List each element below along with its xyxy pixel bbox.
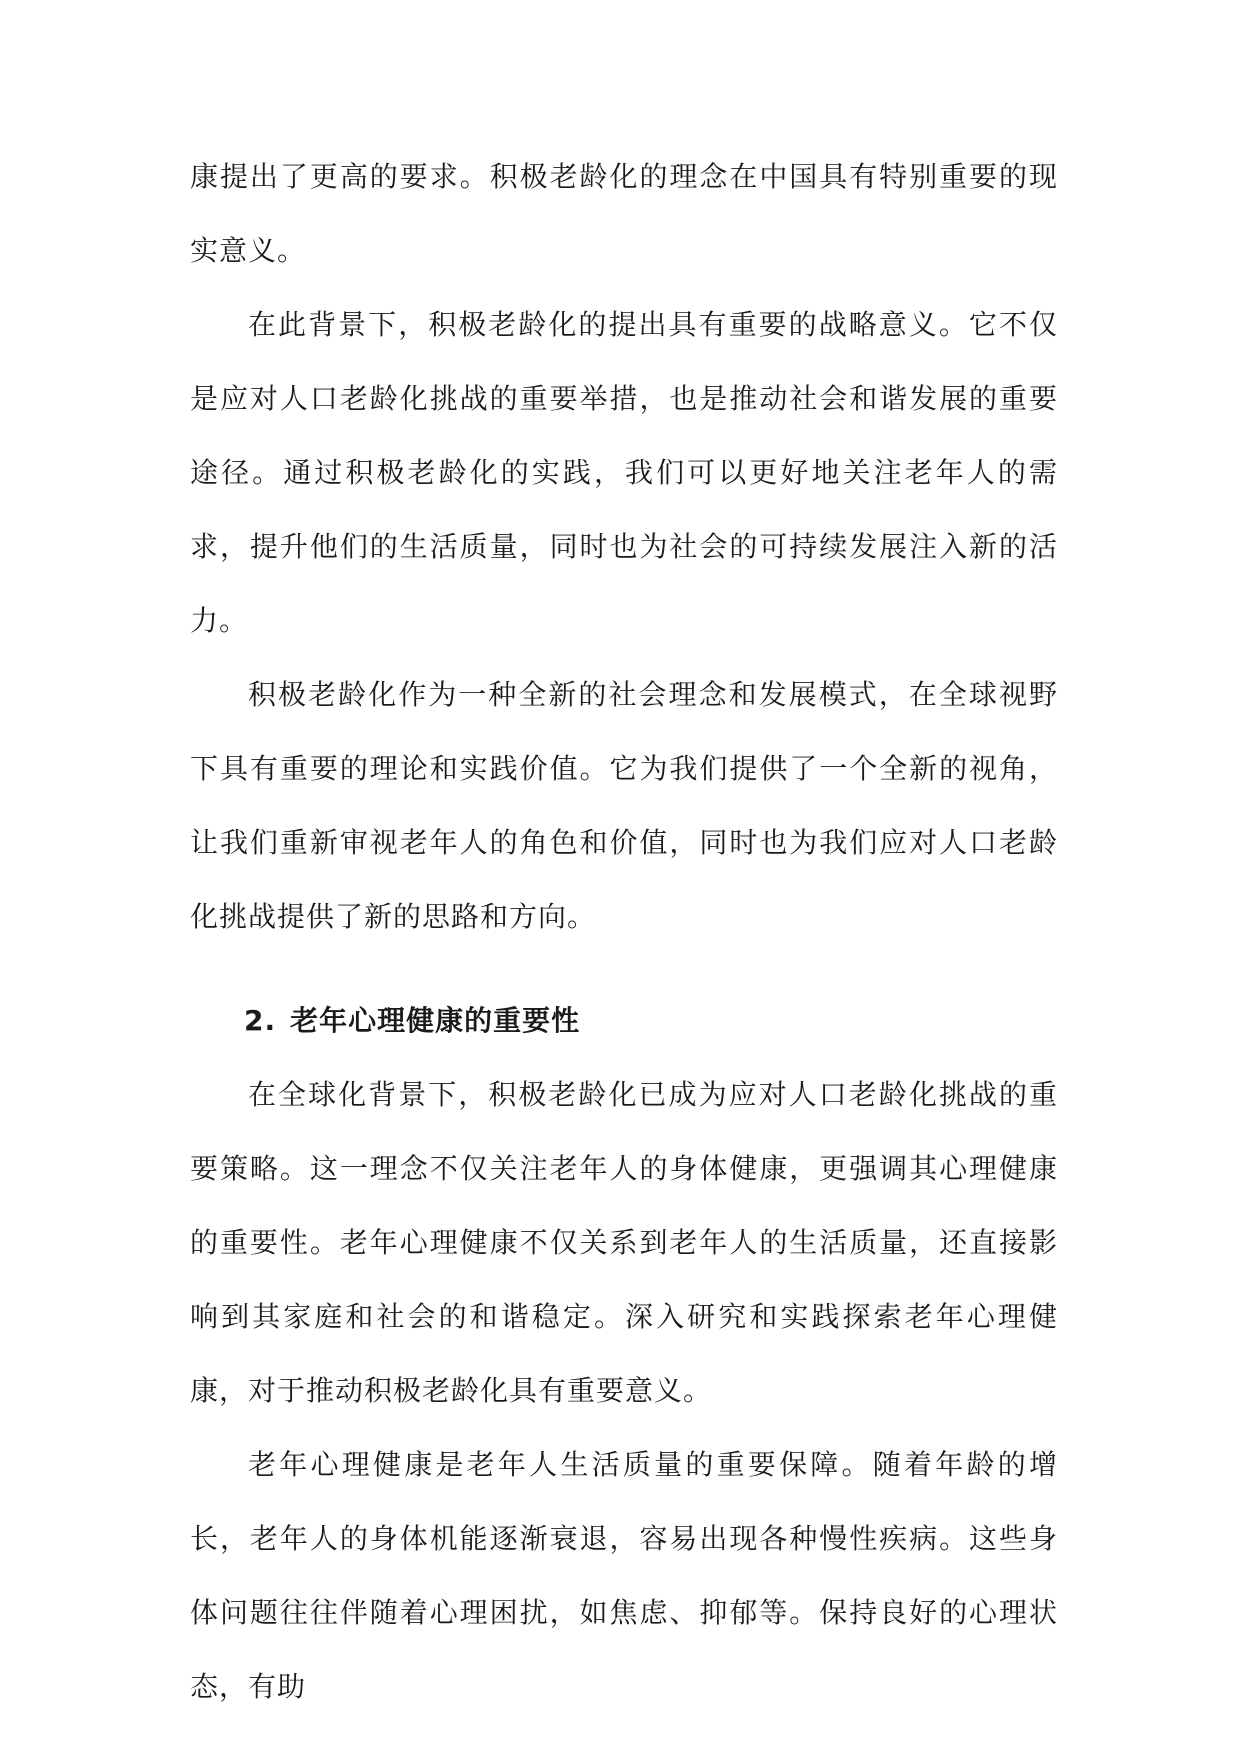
document-body <box>190 140 1058 1724</box>
section-number: 2. <box>244 1004 277 1037</box>
section-heading <box>190 984 1058 1058</box>
paragraph-mental-health-intro: 在全球化背景下，积极老龄化已成为应对人口老龄化挑战的重要策略。这一理念不仅关注老年人的身体健康，更强调其心理健康的重要性。老年心理健康不仅关系到老年人的生活质量，还直接影响到其家庭和社会的和谐稳定。深入研究和实践探索老年心理健康，对于推动积极老龄化具有重要意义。 <box>190 1078 1058 1407</box>
paragraph-quality-of-life: 老年心理健康是老年人生活质量的重要保障。随着年龄的增长，老年人的身体机能逐渐衰退，容易出现各种慢性疾病。这些身体问题往往伴随着心理困扰，如焦虑、抑郁等。保持良好的心理状态，有助 <box>190 1448 1058 1703</box>
section-title: 老年心理健康的重要性 <box>290 1004 581 1037</box>
paragraph-global-perspective: 积极老龄化作为一种全新的社会理念和发展模式，在全球视野下具有重要的理论和实践价值。它为我们提供了一个全新的视角，让我们重新审视老年人的角色和价值，同时也为我们应对人口老龄化挑战提供了新的思路和方向。 <box>190 678 1058 933</box>
paragraph-continuation: 康提出了更高的要求。积极老龄化的理念在中国具有特别重要的现实意义。 <box>190 160 1058 267</box>
paragraph-strategic-significance: 在此背景下，积极老龄化的提出具有重要的战略意义。它不仅是应对人口老龄化挑战的重要举措，也是推动社会和谐发展的重要途径。通过积极老龄化的实践，我们可以更好地关注老年人的需求，提升他们的生活质量，同时也为社会的可持续发展注入新的活力。 <box>190 308 1058 637</box>
